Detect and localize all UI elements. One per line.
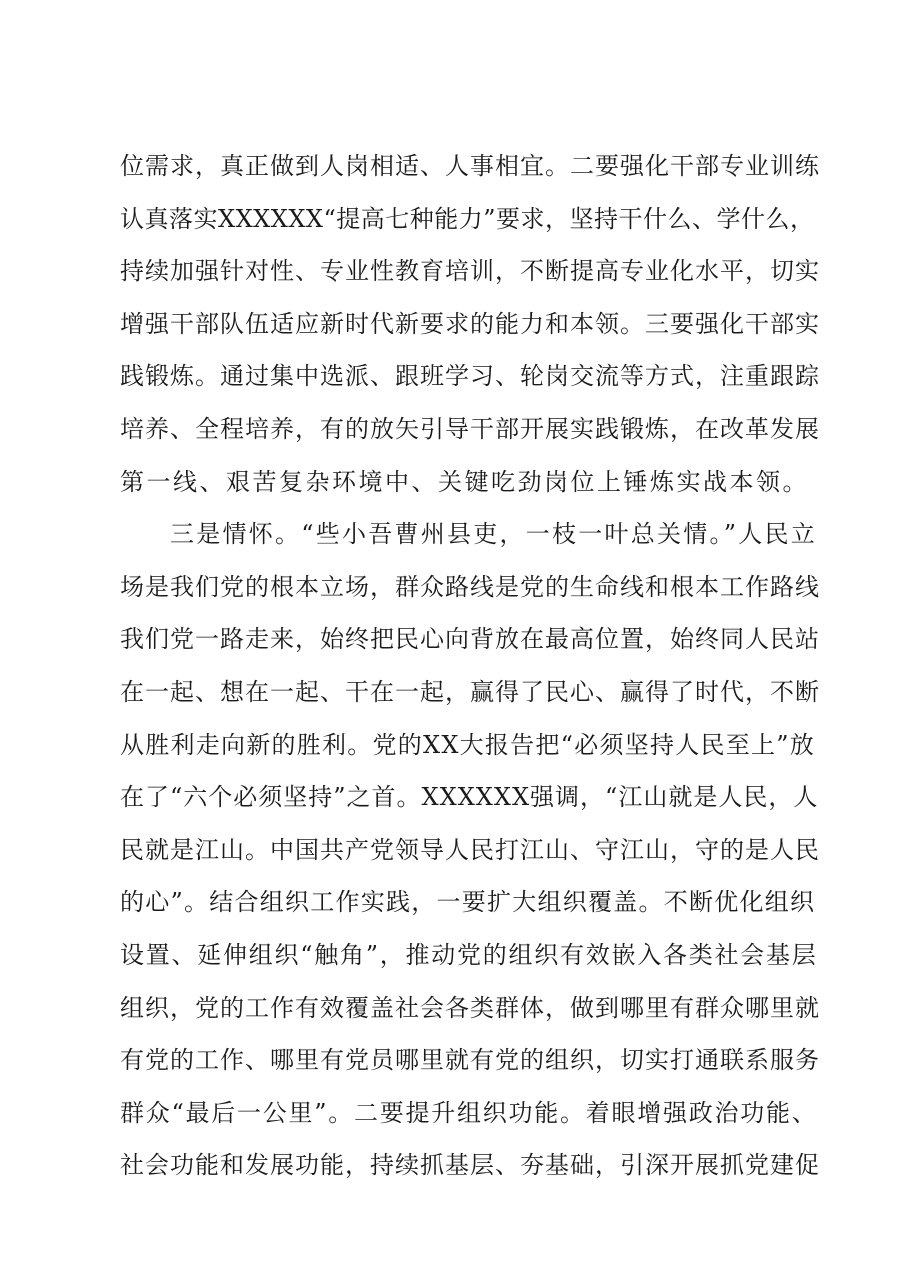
text-line: 位需求，真正做到人岗相适、人事相宜。二要强化干部专业训练 (120, 152, 820, 180)
text-line: 践锻炼。通过集中选派、跟班学习、轮岗交流等方式，注重跟踪 (120, 362, 820, 391)
text-line: 在一起、想在一起、干在一起，赢得了民心、赢得了时代，不断 (120, 677, 820, 706)
text-line: 第一线、艰苦复杂环境中、关键吃劲岗位上锤炼实战本领。 (120, 467, 809, 496)
text-line: 的心”。结合组织工作实践，一要扩大组织覆盖。不断优化组织 (120, 888, 816, 917)
text-line: 我们党一路走来，始终把民心向背放在最高位置，始终同人民站 (120, 625, 820, 654)
text-line: 持续加强针对性、专业性教育培训，不断提高专业化水平，切实 (120, 257, 820, 286)
text-line: 培养、全程培养，有的放矢引导干部开展实践锻炼，在改革发展 (120, 414, 820, 443)
text-line: 增强干部队伍适应新时代新要求的能力和本领。三要强化干部实 (120, 309, 820, 338)
text-line: 群众“最后一公里”。二要提升组织功能。着眼增强政治功能、 (120, 1098, 818, 1127)
text-line: 有党的工作、哪里有党员哪里就有党的组织，切实打通联系服务 (120, 1046, 820, 1075)
text-line: 社会功能和发展功能，持续抓基层、夯基础，引深开展抓党建促 (120, 1151, 820, 1180)
text-line: 认真落实XXXXXX“提高七种能力”要求，坚持干什么、学什么， (120, 204, 815, 233)
text-line: 设置、延伸组织“触角”，推动党的组织有效嵌入各类社会基层 (120, 940, 818, 969)
paragraph-start-line: 三是情怀。“些小吾曹州县吏，一枝一叶总关情。”人民立 (170, 520, 818, 549)
body-text (120, 140, 820, 1192)
text-line: 组织，党的工作有效覆盖社会各类群体，做到哪里有群众哪里就 (120, 993, 820, 1022)
text-line: 场是我们党的根本立场，群众路线是党的生命线和根本工作路线 (120, 572, 820, 601)
text-line: 在了“六个必须坚持”之首。XXXXXX强调，“江山就是人民，人 (120, 783, 819, 812)
text-line: 从胜利走向新的胜利。党的XX大报告把“必须坚持人民至上”放 (120, 730, 815, 759)
text-line: 民就是江山。中国共产党领导人民打江山、守江山，守的是人民 (120, 835, 820, 864)
